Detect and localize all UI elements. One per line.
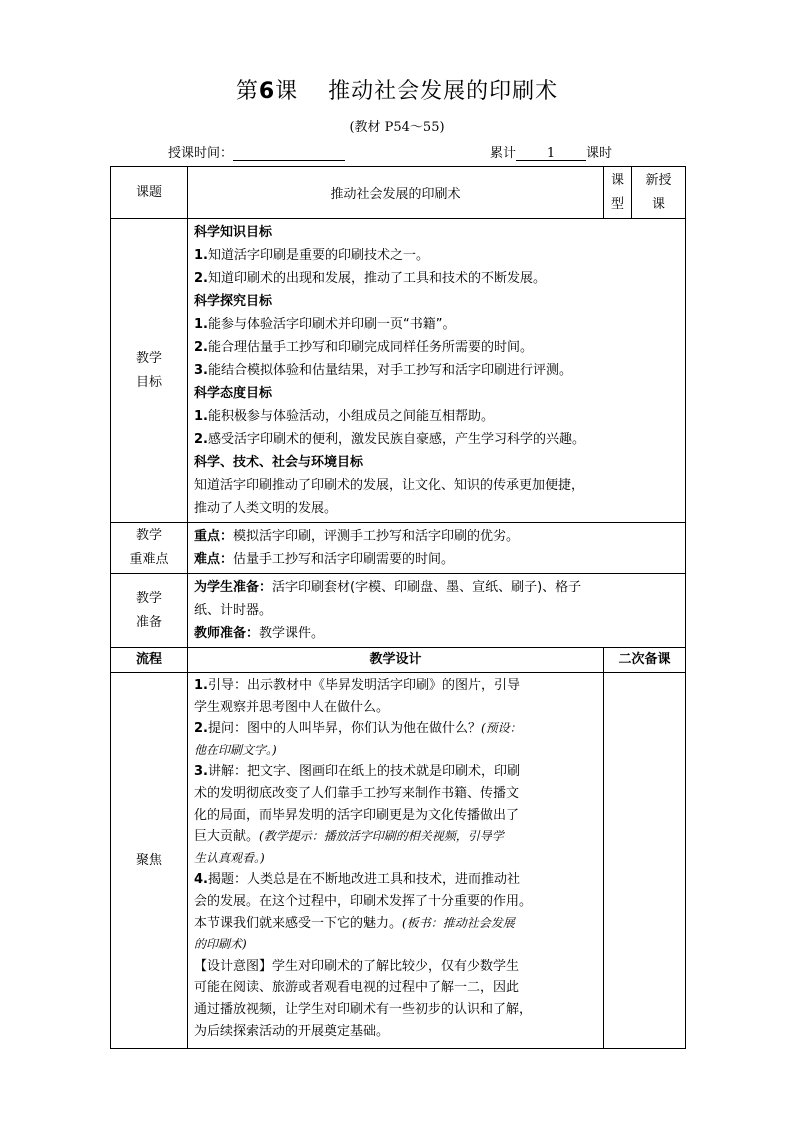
focus-number: 4. <box>194 872 208 888</box>
keypoints-label-1: 教学 <box>135 528 162 543</box>
row-topic <box>111 167 686 219</box>
page-title <box>0 74 794 105</box>
focus-text: 本节课我们就来感受一下它的魅力。 <box>194 915 403 931</box>
focus-text: 学生观察并思考图中人在做什么。 <box>194 699 390 715</box>
objective-heading: 科学态度目标 <box>194 386 273 401</box>
prep-content <box>188 574 686 648</box>
total-unit: 课时 <box>586 146 613 161</box>
title-prefix: 第 <box>235 79 259 104</box>
objective-text: 知道活字印刷推动了印刷术的发展，让文化、知识的传承更加便捷， <box>194 478 585 493</box>
objective-line <box>194 474 679 497</box>
second-prep-header: 二次备课 <box>604 648 686 673</box>
keypoints-content <box>188 523 686 574</box>
focus-line <box>194 826 597 848</box>
focus-line <box>194 783 597 805</box>
title-suffix: 课 <box>275 79 299 104</box>
class-time-blank[interactable] <box>233 146 345 161</box>
focus-line <box>194 913 597 935</box>
focus-line <box>194 697 597 719</box>
key-point-line <box>194 525 679 548</box>
student-prep-label: 为学生准备： <box>194 580 273 595</box>
focus-number: 1. <box>194 678 208 693</box>
objective-number: 1. <box>194 317 208 332</box>
focus-note: (板书：推动社会发展 <box>402 915 515 930</box>
lesson-plan-table <box>110 166 686 1049</box>
objective-line <box>194 336 679 359</box>
objective-text: 能结合模拟体验和估量结果，对手工抄写和活字印刷进行评测。 <box>207 363 572 378</box>
lesson-type-value-2: 课 <box>651 196 665 212</box>
focus-line <box>194 848 597 870</box>
prep-label-1: 教学 <box>135 590 162 606</box>
focus-text: 讲解：把文字、图画印在纸上的技术就是印刷术，印刷 <box>207 764 520 780</box>
focus-line <box>194 891 597 913</box>
keypoints-label-2: 重难点 <box>129 552 169 567</box>
focus-line <box>194 718 597 740</box>
focus-line <box>194 999 597 1021</box>
total-hours <box>490 142 612 161</box>
topic-value: 推动社会发展的印刷术 <box>188 167 604 219</box>
focus-line <box>194 977 597 999</box>
objective-number: 1. <box>194 248 208 263</box>
second-prep-cell[interactable] <box>604 673 686 1049</box>
row-design-header <box>111 648 686 673</box>
focus-line <box>194 805 597 827</box>
focus-note: 生认真观看。) <box>194 850 265 865</box>
prep-label <box>111 574 188 648</box>
objective-heading: 科学知识目标 <box>194 225 273 240</box>
total-label: 累计 <box>490 146 517 161</box>
topic-label: 课题 <box>111 167 188 219</box>
focus-note: (预设： <box>481 721 522 736</box>
objective-text: 推动了人类文明的发展。 <box>194 501 338 516</box>
class-time <box>168 142 345 161</box>
focus-text: 为后续探索活动的开展奠定基础。 <box>194 1023 390 1039</box>
objectives-label-2: 目标 <box>135 374 162 390</box>
student-prep-line <box>194 576 679 599</box>
student-prep-text: 活字印刷套材(字模、印刷盘、墨、宣纸、刷子)、格子 <box>272 580 582 595</box>
focus-text: 提问：图中的人叫毕昇，你们认为他在做什么？ <box>207 721 481 737</box>
row-focus <box>111 673 686 1049</box>
keypoints-label <box>111 523 188 574</box>
objective-line <box>194 451 679 474</box>
focus-text: 可能在阅读、旅游或者观看电视的过程中了解一二，因此 <box>194 980 520 996</box>
objective-number: 2. <box>194 432 208 447</box>
focus-content <box>188 673 604 1049</box>
objective-heading: 科学、技术、社会与环境目标 <box>194 455 364 470</box>
objective-number: 2. <box>194 271 208 286</box>
teacher-prep-text: 教学课件。 <box>259 626 325 641</box>
objective-line <box>194 359 679 382</box>
key-point-text: 模拟活字印刷，评测手工抄写和活字印刷的优劣。 <box>233 529 520 544</box>
focus-text: 术的发明彻底改变了人们靠手工抄写来制作书籍、传播文 <box>194 785 520 801</box>
lesson-type-value-1: 新授 <box>645 172 672 188</box>
student-prep-line-2: 纸、计时器。 <box>194 603 273 618</box>
key-point-label: 重点： <box>194 529 234 544</box>
page-subtitle: (教材 P54～55) <box>349 120 445 135</box>
lesson-type-value <box>632 167 686 219</box>
objective-line <box>194 290 679 313</box>
objectives-content <box>188 219 686 523</box>
focus-text: 会的发展。在这个过程中，印刷术发挥了十分重要的作用。 <box>194 893 533 909</box>
design-header: 教学设计 <box>188 648 604 673</box>
objective-heading: 科学探究目标 <box>194 294 273 309</box>
focus-text: 揭题：人类总是在不断地改进工具和技术，进而推动社 <box>207 872 520 888</box>
focus-line <box>194 675 597 697</box>
row-keypoints <box>111 523 686 574</box>
row-prep <box>111 574 686 648</box>
title-number: 6 <box>258 79 276 104</box>
objective-line <box>194 428 679 451</box>
objective-text: 能积极参与体验活动，小组成员之间能互相帮助。 <box>207 409 494 424</box>
objective-line <box>194 382 679 405</box>
focus-line <box>194 869 597 891</box>
total-value: 1 <box>516 146 586 161</box>
focus-text: 引导：出示教材中《毕昇发明活字印刷》的图片，引导 <box>207 678 520 693</box>
objective-text: 能合理估量手工抄写和印刷完成同样任务所需要的时间。 <box>207 340 533 355</box>
lesson-type-label <box>604 167 632 219</box>
focus-line <box>194 761 597 783</box>
focus-note: 的印刷术) <box>194 937 247 952</box>
focus-note: 他在印刷文字。) <box>194 742 277 757</box>
objective-line <box>194 313 679 336</box>
focus-label: 聚焦 <box>111 673 188 1049</box>
row-objectives <box>111 219 686 523</box>
teacher-prep-line <box>194 622 679 645</box>
flow-header: 流程 <box>111 648 188 673</box>
focus-number: 3. <box>194 764 208 780</box>
focus-line <box>194 956 597 978</box>
objective-text: 知道印刷术的出现和发展，推动了工具和技术的不断发展。 <box>207 271 546 286</box>
objective-line <box>194 405 679 428</box>
class-time-label: 授课时间： <box>168 146 234 161</box>
objective-number: 3. <box>194 363 208 378</box>
title-name: 推动社会发展的印刷术 <box>328 79 559 104</box>
difficulty-text: 估量手工抄写和活字印刷需要的时间。 <box>233 552 455 567</box>
objectives-label-1: 教学 <box>135 350 162 366</box>
focus-line <box>194 934 597 956</box>
difficulty-label: 难点： <box>194 552 234 567</box>
lesson-type-label-1: 课 <box>610 172 624 188</box>
objective-text: 能参与体验活字印刷术并印刷一页“书籍”。 <box>207 317 456 332</box>
lesson-type-label-2: 型 <box>610 196 624 212</box>
objective-line <box>194 221 679 244</box>
focus-number: 2. <box>194 721 208 737</box>
focus-line <box>194 1021 597 1043</box>
focus-text: 通过播放视频，让学生对印刷术有一些初步的认识和了解， <box>194 1001 533 1017</box>
objectives-label <box>111 219 188 523</box>
objective-line <box>194 244 679 267</box>
focus-text: 巨大贡献。 <box>194 829 260 845</box>
focus-text: 【设计意图】学生对印刷术的了解比较少，仅有少数学生 <box>194 958 520 974</box>
prep-label-2: 准备 <box>135 614 162 630</box>
objective-line <box>194 497 679 520</box>
objective-number: 1. <box>194 409 208 424</box>
focus-line <box>194 740 597 762</box>
teacher-prep-label: 教师准备： <box>194 626 260 641</box>
objective-text: 知道活字印刷是重要的印刷技术之一。 <box>207 248 429 263</box>
objective-text: 感受活字印刷术的便利，激发民族自豪感，产生学习科学的兴趣。 <box>207 432 585 447</box>
focus-note: (教学提示：播放活字印刷的相关视频，引导学 <box>259 829 504 844</box>
difficulty-line <box>194 548 679 571</box>
objective-number: 2. <box>194 340 208 355</box>
objective-line <box>194 267 679 290</box>
focus-text: 化的局面，而毕昇发明的活字印刷更是为文化传播做出了 <box>194 807 520 823</box>
